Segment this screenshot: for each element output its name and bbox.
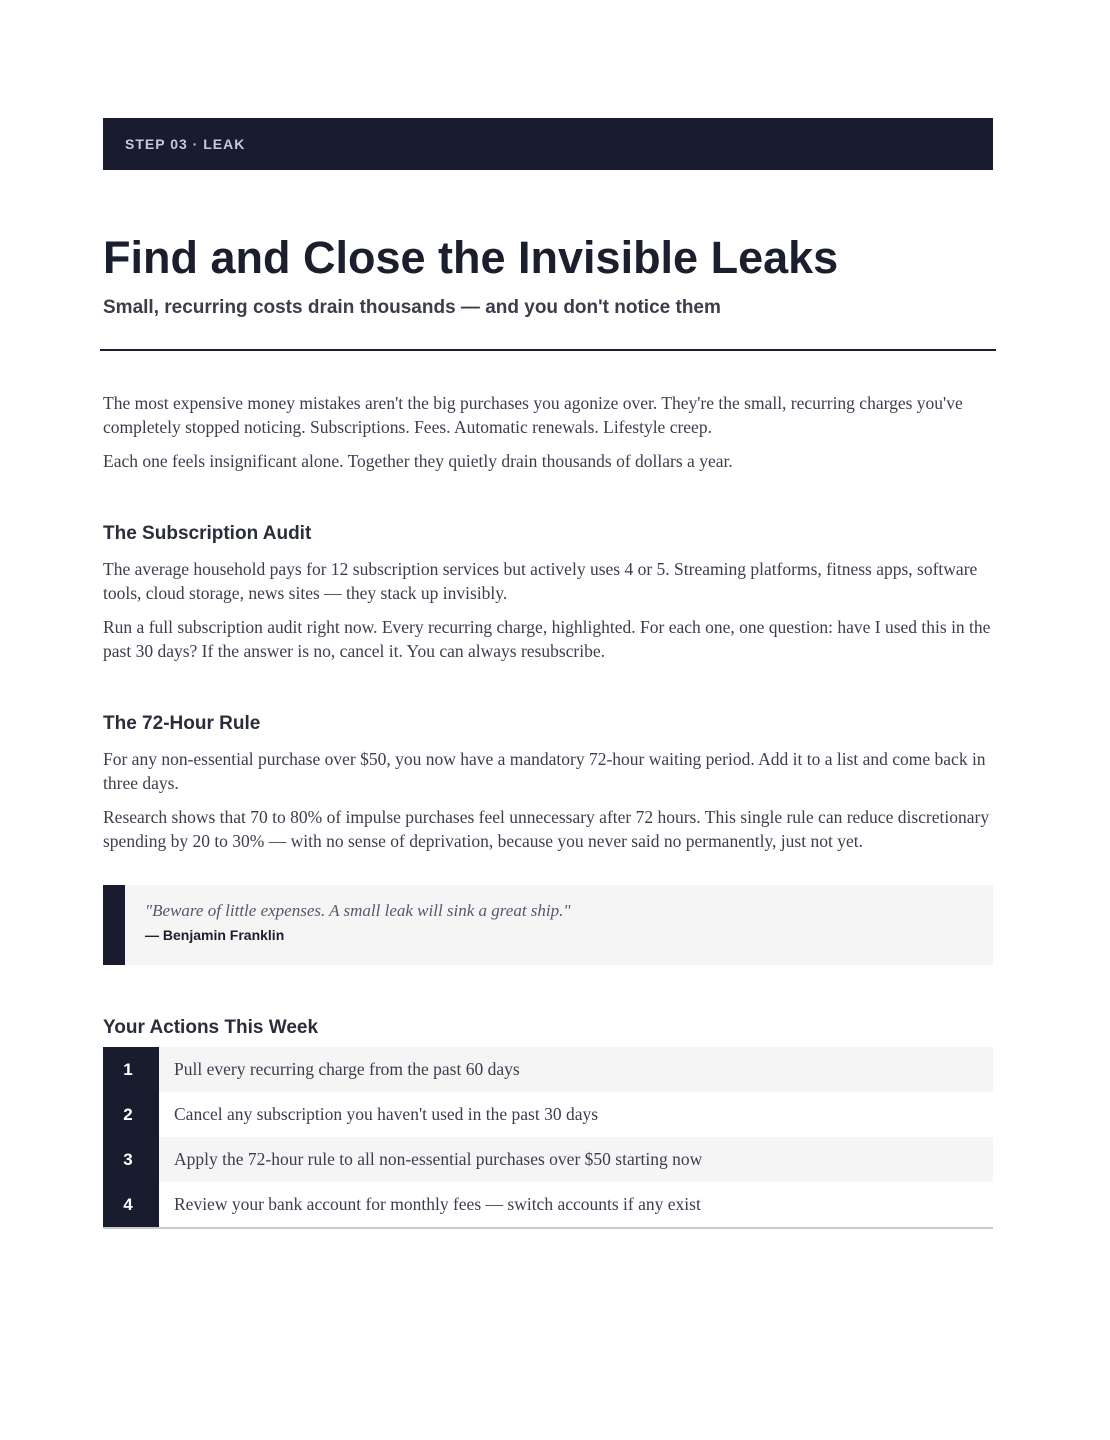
action-text: Review your bank account for monthly fees — switch accounts if any exist bbox=[174, 1194, 701, 1215]
72-hour-rule-paragraph-1: For any non-essential purchase over $50, you now have a mandatory 72-hour waiting period. Add it to a list and come back in three days. bbox=[103, 749, 986, 794]
action-number: 3 bbox=[103, 1137, 159, 1182]
quote-callout bbox=[103, 885, 993, 965]
actions-heading: Your Actions This Week bbox=[103, 1017, 319, 1039]
72-hour-rule-paragraph-2: Research shows that 70 to 80% of impulse purchases feel unnecessary after 72 hours. This single rule can reduce discretionary spending by 20 to 30% — with no sense of deprivation, because you never said no permanently, just not yet. bbox=[103, 807, 990, 852]
step-label: STEP 03 · LEAK bbox=[125, 136, 246, 152]
action-number: 1 bbox=[103, 1047, 159, 1092]
subscription-audit-paragraph-1: The average household pays for 12 subscription services but actively uses 4 or 5. Streaming platforms, fitness apps, software tools, cloud storage, news sites — they stack up invisibly. bbox=[103, 559, 978, 604]
page-title: Find and Close the Invisible Leaks bbox=[103, 232, 839, 283]
intro-paragraph-1: The most expensive money mistakes aren't the big purchases you agonize over. They're the small, recurring charges you've completely stopped noticing. Subscriptions. Fees. Automatic renewals. Lifestyle creep. bbox=[103, 393, 963, 438]
subscription-audit-paragraph-2: Run a full subscription audit right now. Every recurring charge, highlighted. For each one, one question: have I used this in the past 30 days? If the answer is no, cancel it. You can always resubscribe. bbox=[103, 617, 991, 662]
action-item bbox=[103, 1182, 993, 1227]
action-item bbox=[103, 1047, 993, 1092]
section-heading-72-hour-rule: The 72-Hour Rule bbox=[103, 713, 261, 735]
intro-paragraph-2: Each one feels insignificant alone. Together they quietly drain thousands of dollars a year. bbox=[103, 451, 733, 472]
action-number: 2 bbox=[103, 1092, 159, 1137]
action-text: Apply the 72-hour rule to all non-essential purchases over $50 starting now bbox=[159, 1137, 993, 1182]
quote-text: "Beware of little expenses. A small leak will sink a great ship." bbox=[145, 901, 571, 921]
action-item bbox=[103, 1137, 993, 1182]
actions-list bbox=[103, 1047, 993, 1229]
action-text: Pull every recurring charge from the past 60 days bbox=[159, 1047, 993, 1092]
action-text: Cancel any subscription you haven't used in the past 30 days bbox=[174, 1104, 599, 1125]
action-number: 4 bbox=[103, 1182, 159, 1227]
document-page bbox=[103, 118, 993, 1229]
section-heading-subscription-audit: The Subscription Audit bbox=[103, 523, 312, 545]
page-subtitle: Small, recurring costs drain thousands — and you don't notice them bbox=[103, 297, 721, 319]
quote-author: — Benjamin Franklin bbox=[145, 927, 285, 944]
step-header-bar bbox=[103, 118, 993, 170]
title-divider bbox=[100, 349, 996, 351]
action-item bbox=[103, 1092, 993, 1137]
